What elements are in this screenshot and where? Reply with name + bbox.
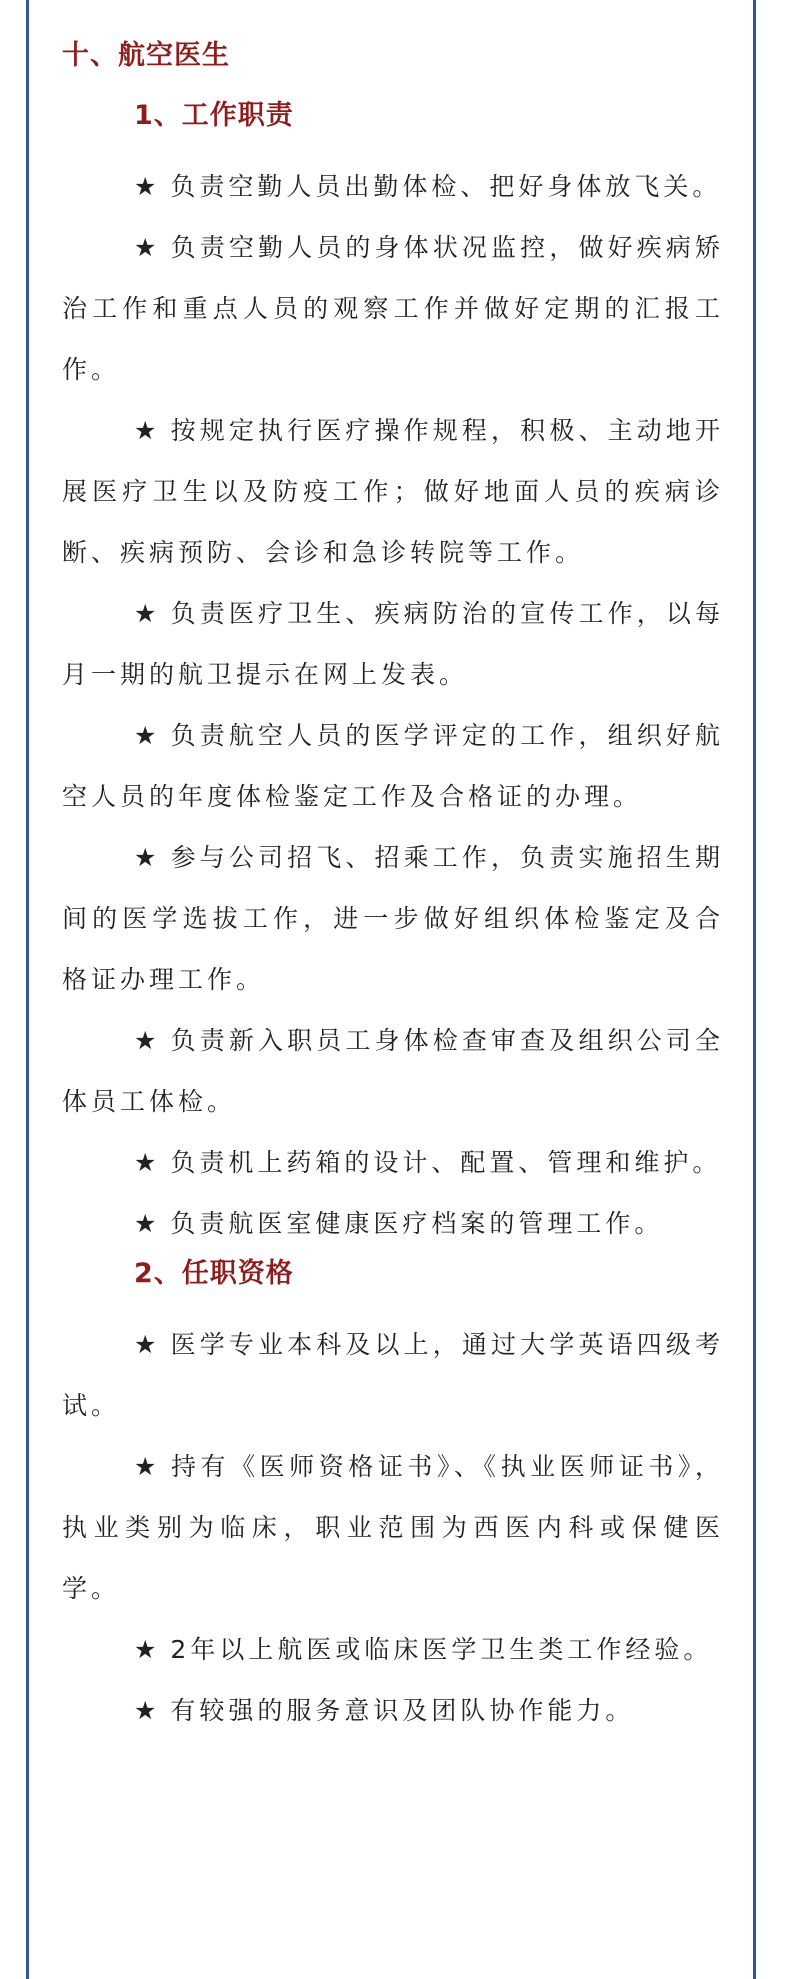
duty-item [62,1010,724,1132]
qualification-item [62,1314,724,1436]
duty-text: 按规定执行医疗操作规程，积极、主动地开展医疗卫生以及防疫工作；做好地面人员的疾病诊断、疾病预防、会诊和急诊转院等工作。 [62,416,724,567]
qualification-item [62,1619,724,1680]
black-star-icon: ★ [134,1148,161,1177]
qualification-text: 医学专业本科及以上，通过大学英语四级考试。 [62,1330,724,1420]
black-star-icon: ★ [134,416,161,445]
duty-item [62,217,724,400]
black-star-icon: ★ [134,1209,161,1238]
black-star-icon: ★ [134,1452,161,1481]
duty-text: 负责机上药箱的设计、配置、管理和维护。 [170,1148,722,1177]
duty-item [62,705,724,827]
duty-item [62,827,724,1010]
duties-heading: 1、工作职责 [134,100,294,131]
duty-text: 参与公司招飞、招乘工作，负责实施招生期间的医学选拔工作，进一步做好组织体检鉴定及合格证办理工作。 [62,843,724,994]
duty-text: 负责航医室健康医疗档案的管理工作。 [170,1209,664,1238]
black-star-icon: ★ [134,843,161,872]
duty-text: 负责空勤人员出勤体检、把好身体放飞关。 [170,172,722,201]
black-star-icon: ★ [134,233,161,262]
article-content [62,36,724,1741]
qualification-text: 持有《医师资格证书》、《执业医师证书》，执业类别为临床，职业范围为西医内科或保健医学。 [62,1452,724,1603]
duty-text: 负责医疗卫生、疾病防治的宣传工作，以每月一期的航卫提示在网上发表。 [62,599,724,689]
black-star-icon: ★ [134,721,161,750]
duty-text: 负责空勤人员的身体状况监控，做好疾病矫治工作和重点人员的观察工作并做好定期的汇报工作。 [62,233,724,384]
duty-item [62,583,724,705]
duty-item [62,400,724,583]
black-star-icon: ★ [134,172,161,201]
qualification-item [62,1680,724,1741]
duty-item [62,1132,724,1193]
qualification-item [62,1436,724,1619]
section-title: 十、航空医生 [62,40,230,71]
black-star-icon: ★ [134,1696,161,1725]
black-star-icon: ★ [134,1635,161,1664]
duty-item [62,156,724,217]
qualification-text: 有较强的服务意识及团队协作能力。 [170,1696,635,1725]
qualifications-heading: 2、任职资格 [134,1258,294,1289]
black-star-icon: ★ [134,1330,161,1359]
duty-item [62,1193,724,1254]
duty-text: 负责航空人员的医学评定的工作，组织好航空人员的年度体检鉴定工作及合格证的办理。 [62,721,724,811]
qualification-text: 2年以上航医或临床医学卫生类工作经验。 [170,1635,713,1664]
black-star-icon: ★ [134,599,161,628]
black-star-icon: ★ [134,1026,161,1055]
duty-text: 负责新入职员工身体检查审查及组织公司全体员工体检。 [62,1026,724,1116]
